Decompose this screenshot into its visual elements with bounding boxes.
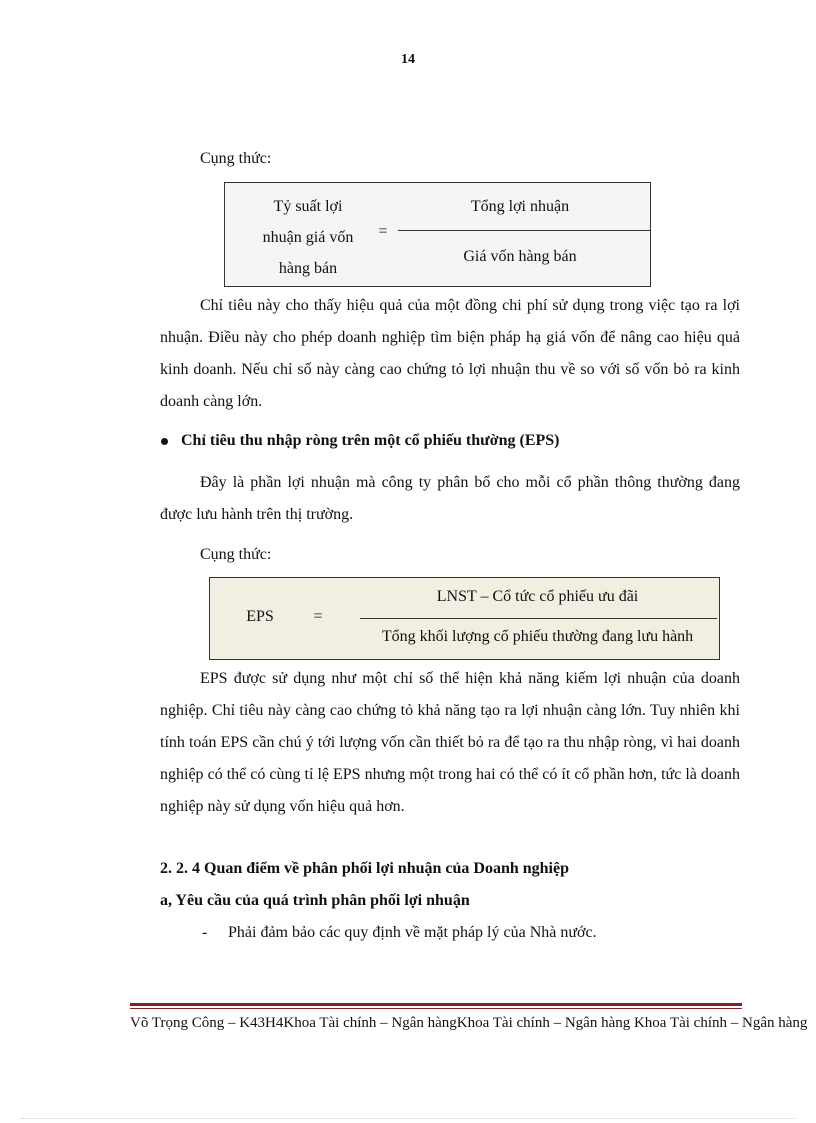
footer-rule [130,1003,742,1006]
list-dash: - [202,924,208,941]
formula-eps-equals: = [313,608,323,625]
formula-1-lhs-line: hàng bán [278,260,338,277]
formula-1-lhs-line: nhuận giá vốn [262,229,354,246]
page-number: 14 [401,52,415,67]
subsection-heading: a, Yêu cầu của quá trình phân phối lợi nhuận [160,892,470,909]
footer-rule-thin [130,1008,742,1009]
formula-box-eps [209,577,720,660]
formula-eps-numerator: LNST – Cổ tức cổ phiếu ưu đãi [436,588,639,605]
list-item: Phải đảm bảo các quy định về mặt pháp lý của Nhà nước. [228,924,597,941]
paragraph-eps: EPS được sử dụng như một chỉ số thể hiện khả năng kiếm lợi nhuận của doanh nghiệp. Chỉ tiêu này càng cao chứng tỏ khả năng tạo ra lợi nhuận càng lớn. Tuy nhiên khi tính toán EPS cần chú ý tới lượng vốn cần thiết bỏ ra để tạo ra thu nhập ròng, vì hai doanh nghiệp có thể có cùng tỉ lệ EPS nhưng một trong hai có thể có ít cổ phần hơn, tức là doanh nghiệp này sử dụng vốn hiệu quả hơn. [160,670,740,815]
formula-1-lhs [243,191,373,284]
section-heading: 2. 2. 4 Quan điểm về phân phối lợi nhuận của Doanh nghiệp [160,860,569,877]
formula-1-numerator: Tổng lợi nhuận [470,198,570,215]
formula-label-2: Cụng thức: [200,546,272,563]
bottom-border [20,1118,796,1119]
formula-1-fraction-line [398,230,650,231]
formula-label-1: Cụng thức: [200,150,272,167]
footer-text: Võ Trọng Công – K43H4Khoa Tài chính – Ngân hàngKhoa Tài chính – Ngân hàng Khoa Tài chính – Ngân hàng [130,1015,808,1031]
formula-eps-lhs: EPS [246,608,274,625]
formula-1-equals: = [378,223,388,240]
paragraph-1: Chỉ tiêu này cho thấy hiệu quả của một đồng chi phí sử dụng trong việc tạo ra lợi nhuận. Điều này cho phép doanh nghiệp tìm biện pháp hạ giá vốn để nâng cao hiệu quả kinh doanh. Nếu chỉ số này càng cao chứng tỏ lợi nhuận thu về so với số vốn bỏ ra kinh doanh càng lớn. [160,297,740,410]
formula-eps-fraction-line [360,618,717,619]
formula-1-lhs-line: Tỷ suất lợi [273,198,343,215]
paragraph-eps-intro: Đây là phần lợi nhuận mà công ty phân bổ cho mỗi cổ phần thông thường đang được lưu hành trên thị trường. [160,474,740,523]
bullet-heading-eps: Chỉ tiêu thu nhập ròng trên một cổ phiếu thường (EPS) [181,432,560,449]
formula-1-denominator: Giá vốn hàng bán [463,248,577,265]
formula-box-1 [224,182,651,287]
formula-eps-denominator: Tổng khối lượng cổ phiếu thường đang lưu hành [381,628,694,645]
bullet-icon [161,438,168,445]
